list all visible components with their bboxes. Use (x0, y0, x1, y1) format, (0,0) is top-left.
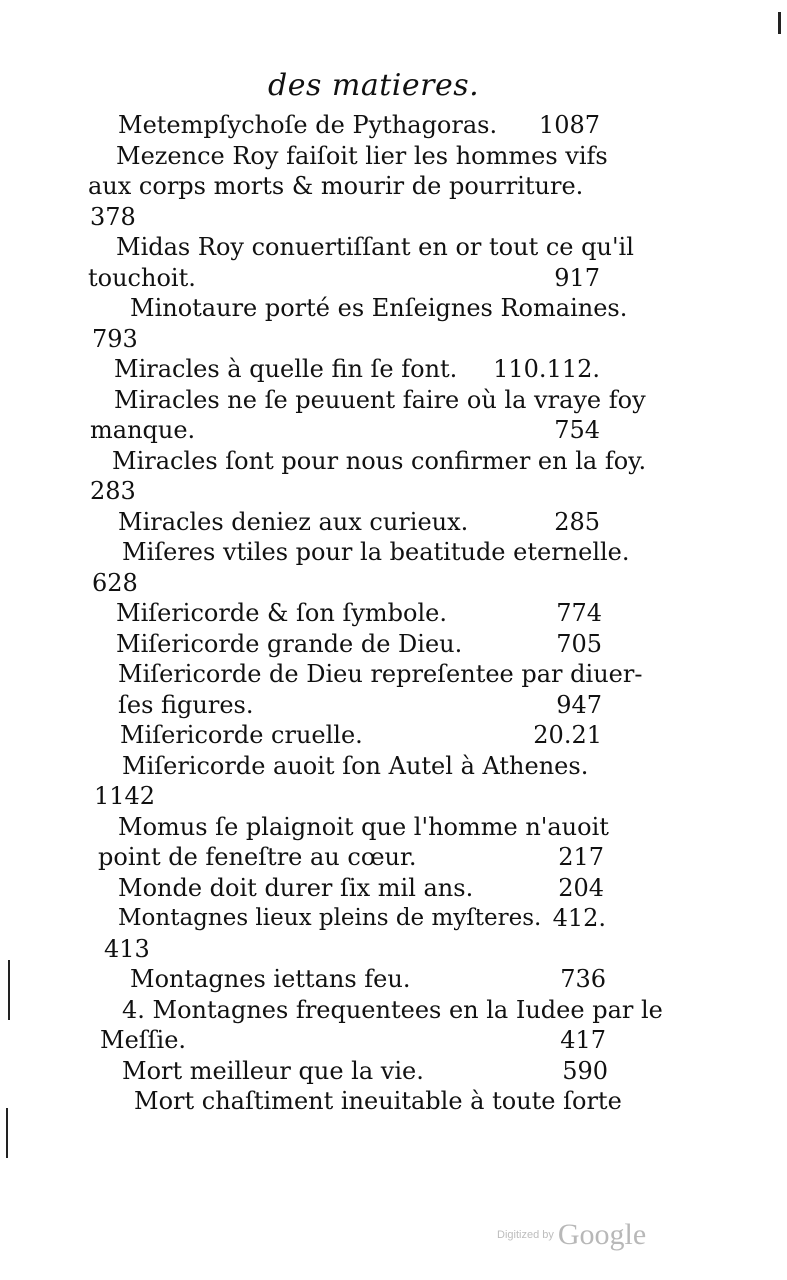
entry-text: Mort meilleur que la vie. (122, 1056, 424, 1085)
entry-text: Mort chaſtiment ineuitable à toute ſorte (134, 1087, 622, 1115)
index-entry (0, 598, 787, 628)
index-entry (0, 812, 787, 842)
entry-text: Meſſie. (100, 1026, 187, 1054)
watermark-prefix: Digitized by (497, 1229, 554, 1241)
index-entry (0, 263, 787, 293)
entry-page-number: 917 (554, 263, 600, 292)
index-entry (0, 995, 787, 1025)
entry-text: Midas Roy conuertiſſant en or tout ce qu'il (116, 233, 634, 261)
entry-page-number: 20.21 (533, 721, 602, 749)
entry-text: 4. Montagnes frequentees en la Iudee par le (122, 995, 663, 1024)
entry-text: Miſericorde cruelle. (120, 721, 363, 749)
index-entry (0, 1056, 787, 1086)
index-entry (0, 1025, 787, 1055)
entry-text: 793 (92, 324, 138, 353)
index-entry (0, 781, 787, 811)
entry-page-number: 217 (558, 843, 604, 871)
entry-page-number: 736 (560, 965, 606, 993)
entry-page-number: 754 (554, 416, 600, 444)
entry-text: Miſeres vtiles pour la beatitude eternelle. (122, 538, 630, 566)
entry-text: Monde doit durer ſix mil ans. (118, 873, 474, 902)
entry-text: aux corps morts & mourir de pourriture. (88, 172, 584, 200)
entry-text: Montagnes lieux pleins de myſteres. (118, 905, 542, 931)
index-entry (0, 507, 787, 537)
entry-page-number: 412. (552, 904, 606, 932)
index-entry (0, 568, 787, 598)
index-entry (0, 537, 787, 567)
entry-text: 1142 (94, 782, 156, 810)
entry-text: Miracles deniez aux curieux. (118, 507, 469, 536)
index-entry (0, 751, 787, 781)
digitized-watermark (497, 1218, 646, 1252)
entry-page-number: 947 (556, 690, 602, 719)
index-entry (0, 1086, 787, 1116)
running-header: des matieres. (268, 68, 480, 103)
entry-text: point de feneſtre au cœur. (98, 843, 417, 871)
index-entry (0, 659, 787, 689)
entry-text: 628 (92, 568, 138, 597)
entry-text: Minotaure porté es Enſeignes Romaines. (130, 294, 628, 322)
entry-page-number: 774 (556, 599, 602, 627)
index-entry (0, 354, 787, 384)
entry-text: 378 (90, 202, 136, 231)
index-entry (0, 720, 787, 750)
entry-text: Miſericorde grande de Dieu. (116, 629, 463, 658)
index-entry (0, 903, 787, 933)
scan-edge-mark-left (8, 960, 10, 1020)
index-entry (0, 629, 787, 659)
entry-page-number: 285 (554, 507, 600, 536)
entry-text: touchoit. (88, 263, 196, 292)
entry-text: Miracles ne ſe peuuent faire où la vraye foy (114, 385, 646, 414)
index-entry (0, 842, 787, 872)
entry-text: Miracles à quelle fin ſe font. (114, 355, 458, 383)
entry-text: manque. (90, 416, 196, 444)
index-entry (0, 171, 787, 201)
entry-text: Miſericorde & ſon ſymbole. (116, 599, 447, 627)
index-entry (0, 232, 787, 262)
entry-page-number: 110.112. (493, 355, 600, 383)
entry-text: 283 (90, 477, 136, 505)
index-entry (0, 415, 787, 445)
entry-text: Mezence Roy faiſoit lier les hommes vifs (116, 141, 608, 170)
entry-text: ſes figures. (118, 690, 254, 719)
entry-page-number: 204 (558, 873, 604, 902)
index-entry (0, 141, 787, 171)
index-entry (0, 964, 787, 994)
index-entry (0, 293, 787, 323)
entry-text: Momus ſe plaignoit que l'homme n'auoit (118, 812, 609, 841)
scan-edge-mark-top (778, 12, 781, 34)
entry-text: 413 (104, 934, 150, 963)
index-entry (0, 110, 787, 140)
scan-edge-mark-left-lower (6, 1108, 8, 1158)
index-entry (0, 690, 787, 720)
entry-text: Miſericorde de Dieu repreſentee par diuer- (118, 660, 643, 688)
entry-page-number: 1087 (538, 111, 600, 139)
index-entry (0, 476, 787, 506)
index-entry (0, 202, 787, 232)
index-entry (0, 385, 787, 415)
index-entry (0, 873, 787, 903)
entry-page-number: 417 (560, 1026, 606, 1054)
index-entry (0, 934, 787, 964)
index-entry (0, 446, 787, 476)
index-entry (0, 324, 787, 354)
entry-page-number: 705 (556, 629, 602, 658)
entry-text: Montagnes iettans feu. (130, 965, 411, 993)
entry-text: Miracles ſont pour nous confirmer en la foy. (112, 446, 647, 475)
entry-text: Metempſychoſe de Pythagoras. (118, 111, 498, 139)
entry-page-number: 590 (562, 1056, 608, 1085)
google-logo: Google (557, 1218, 647, 1251)
entry-text: Miſericorde auoit ſon Autel à Athenes. (122, 751, 589, 780)
